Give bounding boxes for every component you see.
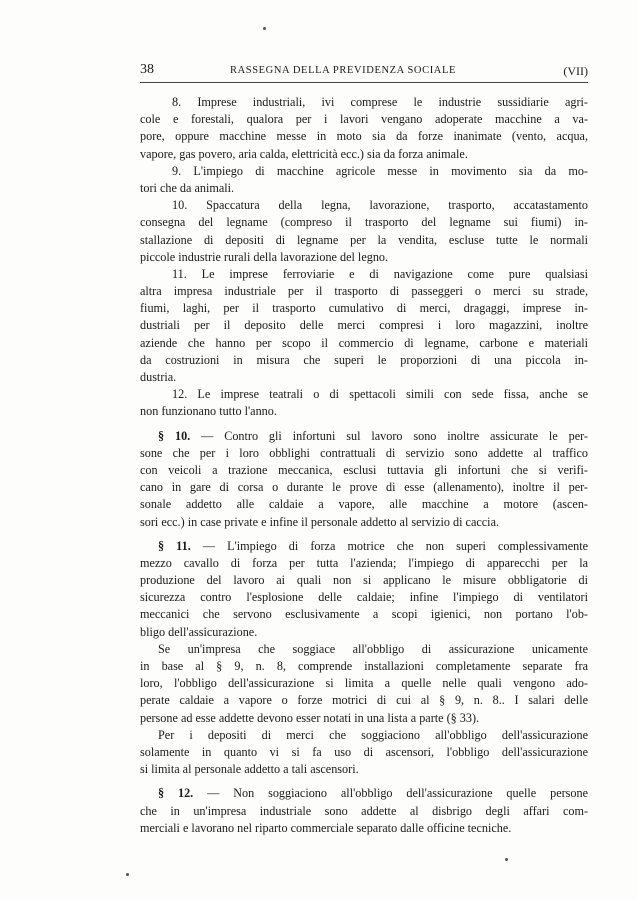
paragraph-item-12: [140, 386, 588, 420]
text-line: cano in gare di corsa o durante le prove di esse (allenamento), inoltre il per-: [140, 480, 588, 495]
text-line: loro, l'obbligo dell'assicurazione si limita a quelle nelle quali vengono ado-: [140, 676, 588, 691]
text-line: dustria.: [140, 370, 177, 384]
text-line: aziende che hanno per scopo il commercio di legname, carbone e materiali: [140, 335, 588, 350]
text-line: che in un'impresa industriale sono addette al disbrigo degli affari com-: [140, 803, 588, 818]
text-line: piccole industrie rurali della lavorazione del legno.: [140, 249, 389, 264]
text-line: 11. Le imprese ferroviarie e di navigazione come pure qualsiasi: [172, 266, 588, 281]
section-intro: — Contro gli infortuni sul lavoro sono inoltre assicurate le per-: [190, 428, 588, 443]
text-line: 9. L'impiego di macchine agricole messe in movimento sia da mo-: [172, 163, 588, 178]
text-line: mezzo cavallo di forza per tutta l'azienda; l'impiego di apparecchi per la: [140, 555, 588, 570]
text-line: sicurezza contro l'esplosione delle caldaie; infine l'impiego di ventilatori: [140, 590, 588, 605]
text-line: altra impresa industriale per il trasporto di passeggeri o merci su strade,: [140, 284, 588, 299]
text-line: si limita al personale addetto a tali ascensori.: [140, 762, 359, 777]
text-line: solamente in quanto vi si fa uso di ascensori, l'obbligo dell'assicurazione: [140, 744, 588, 759]
text-line: non funzionano tutto l'anno.: [140, 404, 277, 419]
section-label: § 10.: [158, 428, 191, 443]
text-line: Per i depositi di merci che soggiaciono all'obbligo dell'assicurazione: [158, 727, 588, 742]
text-line: con veicoli a trazione meccanica, esclusi tuttavia gli infortuni che si verifi-: [140, 462, 588, 477]
text-line: consegna del legname (compreso il trasporto del legname sui fiumi) in-: [140, 215, 588, 230]
text-line: stallazione di depositi di legname per la vendita, escluse tutte le normali: [140, 232, 588, 247]
running-header: [140, 62, 588, 83]
running-title: RASSEGNA DELLA PREVIDENZA SOCIALE: [230, 65, 457, 76]
text-line: 12. Le imprese teatrali o di spettacoli simili con sede fissa, anche se: [172, 387, 588, 402]
paragraph-item-9: [140, 163, 588, 197]
text-line: pore, oppure macchine messe in moto sia da forze inanimate (vento, acqua,: [140, 129, 588, 144]
text-line: sori ecc.) in case private e infine il personale addetto al servizio di caccia.: [140, 514, 500, 529]
section-intro: — L'impiego di forza motrice che non superi complessivamente: [190, 538, 589, 553]
section-label: § 11.: [158, 538, 191, 553]
text-line: tori che da animali.: [140, 180, 235, 195]
text-line: dustriali per il deposito delle merci compresi i loro magazzini, inoltre: [140, 318, 588, 333]
page-body: [140, 94, 588, 837]
paper-speck: [505, 858, 508, 861]
section-label: § 12.: [158, 786, 194, 801]
text-line: perate caldaie a vapore o forze motrici di cui al § 9, n. 8.. I salari delle: [140, 693, 588, 708]
text-line: in base al § 9, n. 8, comprende installazioni completamente separate fra: [140, 659, 588, 673]
section-11: [140, 538, 588, 779]
paper-speck: [126, 873, 129, 876]
text-line: [140, 428, 588, 445]
text-line: cole e forestali, qualora per i lavori vengano adoperate macchine a va-: [140, 112, 588, 127]
paragraph-item-10: [140, 197, 588, 266]
text-line: 10. Spaccatura della legna, lavorazione, trasporto, accatastamento: [172, 198, 588, 213]
section-number: (VII): [563, 64, 588, 78]
text-line: 8. Imprese industriali, ivi comprese le industrie sussidiarie agri-: [172, 95, 588, 109]
text-line: sone che per i loro obblighi contrattuali di servizio sono addette al traffico: [140, 445, 588, 460]
text-line: bligo dell'assicurazione.: [140, 624, 258, 639]
text-line: Se un'impresa che soggiace all'obbligo di assicurazione unicamente: [158, 641, 588, 656]
text-line: [140, 785, 588, 802]
paper-speck: [263, 27, 266, 30]
paragraph-item-11: [140, 266, 588, 386]
text-line: meccanici che servono esclusivamente a scopi igienici, non portano l'ob-: [140, 607, 588, 622]
text-line: [140, 538, 588, 555]
text-line: produzione del lavoro ai quali non si applicano le misure obbligatorie di: [140, 573, 588, 588]
text-line: merciali e lavorano nel riparto commerciale separato dalle officine tecniche.: [140, 820, 512, 835]
page-number: 38: [140, 62, 154, 77]
text-line: da costruzioni in misura che superi le proporzioni di una piccola in-: [140, 352, 588, 367]
section-intro: — Non soggiaciono all'obbligo dell'assicurazione quelle persone: [193, 786, 588, 801]
text-line: persone ad esse addette devono esser notati in una lista a parte (§ 33).: [140, 710, 480, 725]
paragraph-item-8: [140, 94, 588, 163]
section-12: [140, 785, 588, 837]
text-line: sonale addetto alle caldaie a vapore, alle macchine a motore (ascen-: [140, 497, 588, 512]
text-line: vapore, gas povero, aria calda, elettricità ecc.) sia da forza animale.: [140, 146, 468, 161]
section-10: [140, 428, 588, 531]
text-line: fiumi, laghi, per il trasporto cumulativo di merci, dragaggi, imprese in-: [140, 301, 588, 316]
